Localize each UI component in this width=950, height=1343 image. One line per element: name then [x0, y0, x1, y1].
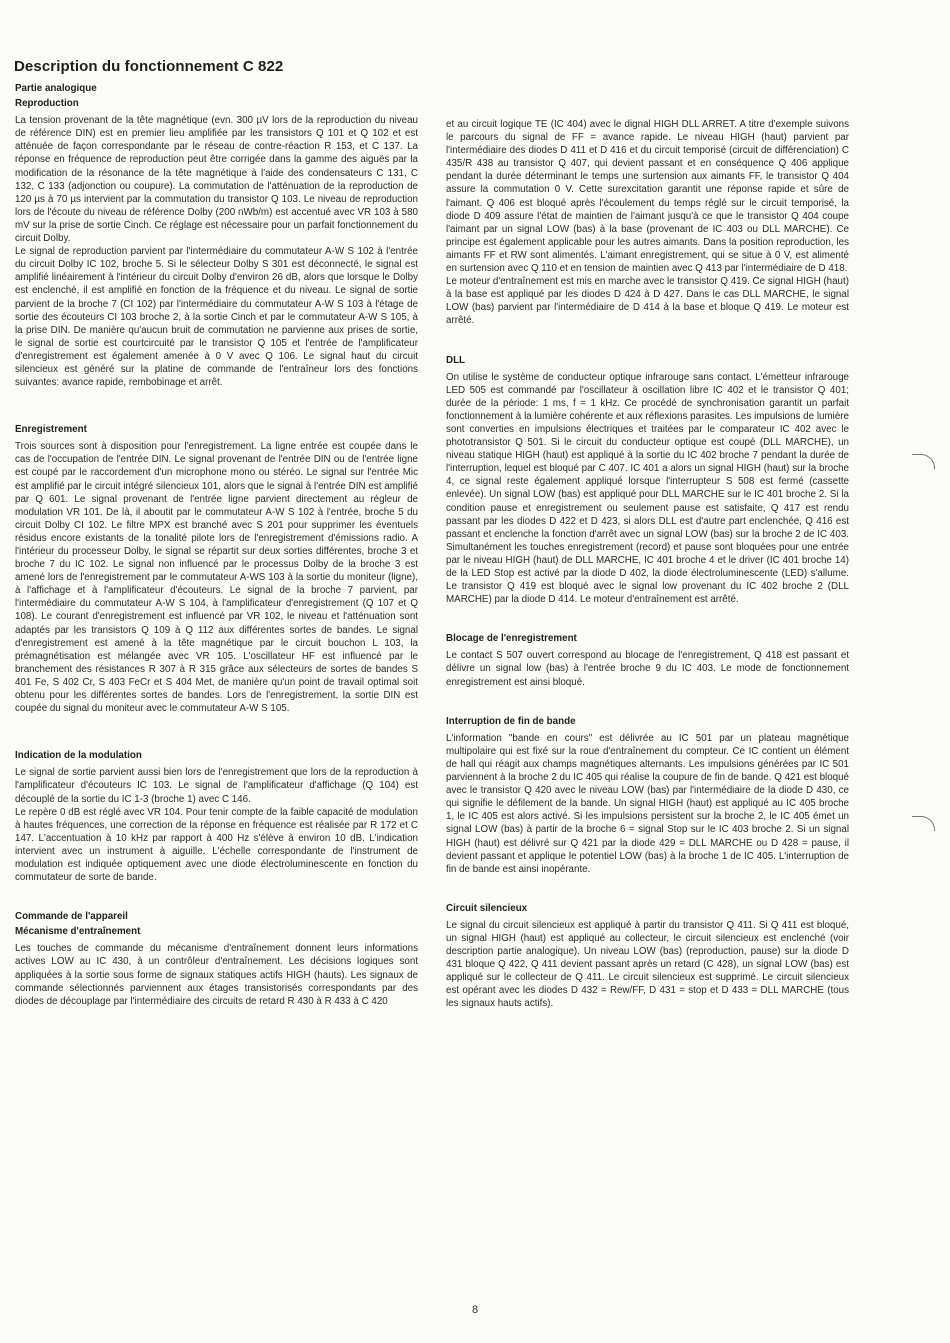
page-number: 8	[471, 1304, 479, 1316]
paragraph-reproduction-2: Le signal de reproduction parvient par l'intermédiaire du commutateur A-W S 102 à l'entrée du circuit Dolby IC 102, broche 5. Si le sélecteur Dolby S 301 est déconnecté, le signal est amplifié linéairement à l'intérieur du circuit Dolby d'environ 26 dB, alors que lorsque le Dolby est enclenché, il est amplifié en fonction de la fréquence et du niveau. Le signal de sortie parvient de la broche 7 (CI 102) par l'intermédiaire du commutateur A-W S 103 à l'étage de sortie des écouteurs CI 103 broche 2, à la sortie Cinch et par le commutateur A-W S 105, à la prise DIN. De manière qu'aucun bruit de commutation ne parvienne aux prises de sortie, le signal de sortie est courtcircuité par le transistor Q 105 et l'entrée de l'amplificateur d'enregistrement est également amenée à 0 V avec Q 106. Le signal haut du circuit silencieux est généré sur la platine de commande de l'entraîneur lors des fonctions suivantes: avance rapide, rembobinage et arrêt.	[15, 246, 418, 389]
heading-recording-lock: Blocage de l'enregistrement	[446, 633, 577, 645]
heading-device-control: Commande de l'appareil	[15, 911, 128, 923]
left-column	[15, 82, 418, 1008]
page-title: Description du fonctionnement C 822	[14, 58, 284, 75]
paragraph-recording: Trois sources sont à disposition pour l'enregistrement. La ligne entrée est coupée dans le cas de l'occupation de l'entrée DIN. Le signal provenant de l'entrée DIN ou de l'entrée ligne est coupé par le raccordement d'un microphone mono ou stéréo. Le signal sur l'entrée Mic est amplifié par le circuit intégré silencieux 101, alors que le signal à l'entrée DIN est amplifié par Q 601. Le signal provenant de l'entrée ligne parvient directement au régleur de modulation VR 101. De là, il aboutit par le commutateur A-W S 102 à l'entrée, broche 5 du circuit Dolby CI 102. Le filtre MPX est branché avec S 201 pour supprimer les éventuels résidus encore existants de la tonalité pilote lors de l'enregistrement d'émissions radio. A l'intérieur du processeur Dolby, le signal se répartit sur deux sorties différentes, broche 3 et broche 7 du IC 102. Le signal non influencé par le processus Dolby de la broche 3 est amené lors de l'enregistrement par le commutateur A-WS 103 à la sortie du moniteur (ligne), à l'affichage et à l'amplificateur d'écouteurs. Le signal de la broche 7 parvient, par l'intermédiaire du commutateur A-W S 104, à l'amplificateur d'enregistrement (Q 107 et Q 108). Le courant d'enregistrement est influencé par VR 102, le niveau et l'atténuation sont adaptés par les transistors Q 109 à Q 112 aux différentes sortes de bandes. Le signal d'enregistrement est amené à la tête magnétique par le circuit bouchon L 103, la prémagnétisation est mélangée avec VR 105. L'oscillateur HF est influencé par le branchement des résistances R 307 à R 315 grâce aux sélecteurs de sortes de bandes S 401 Fe, S 402 Cr, S 403 FeCr et S 404 Met, de manière qu'un point de travail optimal soit obtenu pour les différentes sortes de bandes. Lors de l'enregistrement, la sortie DIN est coupée du signal du moniteur avec le commutateur A-W S 105.	[15, 441, 418, 715]
right-column	[446, 118, 849, 1011]
heading-end-of-tape: Interruption de fin de bande	[446, 715, 576, 727]
heading-modulation: Indication de la modulation	[15, 750, 142, 762]
paragraph-modulation-2: Le repère 0 dB est réglé avec VR 104. Pour tenir compte de la faible capacité de modulation à hautes fréquences, une correction de la réponse en fréquence est réalisée par R 172 et C 147. L'accentuation à 10 kHz par rapport à 400 Hz s'élève à environ 10 dB. L'indication intervient avec un instrument à aiguille. L'échelle correspondante de l'instrument de modulation est indiquée optiquement avec une diode électroluminescente en fonction du commutateur de sorte de bande.	[15, 806, 418, 884]
heading-drive-mechanism: Mécanisme d'entraînement	[15, 926, 141, 938]
paragraph-drive-mechanism: Les touches de commande du mécanisme d'entraînement donnent leurs informations actives LOW au IC 430, à un contrôleur d'entraînement. Les décisions logiques sont appliquées à la sortie sous forme de signaux statiques actifs HIGH (hauts). Les signaux de commande sélectionnés parviennent aux étages transistorisés correspondants par des diodes de découplage par l'intermédiaire des circuits de retard R 430 à R 433 à C 420	[15, 943, 418, 1007]
heading-dll: DLL	[446, 354, 466, 366]
heading-reproduction: Reproduction	[15, 98, 79, 110]
paragraph-dll: On utilise le système de conducteur optique infrarouge sans contact. L'émetteur infrarouge LED 505 est commandé par l'oscillateur à oscillation libre IC 402 et le transistor Q 401; durée de la période: 1 ms, f = 1 kHz. Ce procédé de synchronisation garantit un parfait fonctionnement à la lumière cohérente et aux réflexions parasites. Les impulsions de lumière sont converties en impulsions électriques et traitées par le comparateur IC 402 avec le phototransistor Q 501. Si le circuit du conducteur optique est coupé (DLL MARCHE), un niveau statique HIGH (haut) est appliqué à la sortie du IC 402 broche 7 pendant la durée de l'interruption, lequel est bloqué par C 407. IC 401 a alors un signal HIGH (haut) sur la broche 4, ce signal reste également appliqué lorsque l'interrupteur S 508 est fermé (cassette enlevée). Un signal LOW (bas) est appliqué pour DLL MARCHE sur le IC 401 broche 2. Si la condition pause et enregistrement ou seulement pause est satisfaite, Q 417 est rendu passant par les diodes D 422 et D 423, si alors DLL est d'autre part enclenchée, Q 416 est passant et enclenche la fonction d'arrêt avec un signal LOW (bas) sur la broche 2 de IC 403. Simultanément les touches enregistrement (record) et pause sont bloquées pour une entrée par le niveau HIGH (haut) de DLL MARCHE, IC 401 broche 4 et le driver (IC 401 broche 14) de la LED Stop est activé par la diode D 402, la diode électroluminescente (LED) s'allume. Le transistor Q 419 est bloqué avec le signal low provenant du IC 402 broche 2 (DLL MARCHE) par la diode D 414. Le moteur d'entraînement est arrêté.	[446, 371, 849, 606]
paragraph-continuation-2: Le moteur d'entraînement est mis en marche avec le transistor Q 419. Ce signal HIGH (haut) à la base est appliqué par les diodes D 424 à D 427. Dans le cas DLL MARCHE, le signal LOW (bas) parvient par l'intermédiaire de D 414 à la base et bloque Q 419. Le moteur est arrêté.	[446, 276, 849, 327]
paragraph-reproduction-1: La tension provenant de la tête magnétique (evn. 300 µV lors de la reproduction du niveau de référence DIN) est en premier lieu amplifiée par les transistors Q 101 et Q 102 et est atténuée de façon correspondante par le réseau de contre-réaction R 153, et C 137. La réponse en fréquence de reproduction peut être corrigée dans la gamme des aiguës par la modification de la résonance de la tête magnétique à l'aide des condensateurs C 131, C 132, C 133 (adjonction ou coupure). La commutation de l'atténuation de la reproduction de 120 µs à 70 µs intervient par la commutation du transistor Q 103. Le niveau de reproduction lors de l'écoute du niveau de référence Dolby (200 nWb/m) est accentué avec VR 103 à 580 mV sur la prise de sortie Cinch. Ce réglage est nécessaire pour un parfait fonctionnement du circuit Dolby.	[15, 115, 418, 245]
heading-mute-circuit: Circuit silencieux	[446, 902, 528, 914]
paragraph-end-of-tape: L'information "bande en cours" est délivrée au IC 501 par un plateau magnétique multipolaire qui est fixé sur la roue d'entraînement du compteur. Ce IC contient un élément de hall qui réagit aux champs magnétiques alternants. Les impulsions générées par IC 501 parviennent à la broche 2 du IC 405 qui réalise la coupure de fin de bande. Q 421 est bloqué avec le transistor Q 420 avec le niveau LOW (bas) par l'intermédiaire de la diode D 430, ce qui signifie le défilement de la bande. Un signal HIGH (haut) est appliqué au IC 405 broche 1, le IC 405 est alors activé. Si les impulsions persistent sur la broche 2, le IC 405 émet un signal LOW (bas) à partir de la broche 6 = signal Stop sur le IC 403 broche 2. Si un signal HIGH (haut) est délivré sur Q 421 par la diode 429 = DLL MARCHE ou D 428 = pause, il devient passant et applique le potentiel LOW (bas) à la broche 1 de IC 405. L'interruption de fin de bande est ainsi inopérante.	[446, 732, 849, 875]
paragraph-continuation-1: et au circuit logique TE (IC 404) avec le dignal HIGH DLL ARRET. A titre d'exemple suivons le parcours du signal de FF = avance rapide. Le niveau HIGH (haut) parvient par l'intermédiaire des diodes D 411 et D 416 et du circuit temporisé (circuit de différenciation) C 435/R 438 au transistor Q 407, qui devient passant et en conséquence Q 406 applique pendant la durée déterminant le temps une surtension aux aimants FF, le transistor Q 404 assure la commutation 0 V. Cette surexcitation garantit une réponse rapide et sûre de l'aimant. Q 406 est bloqué après l'écoulement du temps réglé sur le circuit temporisé, la diode D 409 assure l'état de maintien de l'aimant jusqu'à ce que le transistor Q 404 coupe l'aimant par un signal LOW (bas) à la base (provenant de IC 403 ou DLL MARCHE). Ce principe est également applicable pour les autres aimants. Dans la position reproduction, les aimants FF et RW sont alimentés. L'aimant enregistrement, qui se situe à 0 V, est alimenté en surtension avec Q 110 et en tension de maintien avec Q 413 par l'intermédiaire de D 418.	[446, 119, 849, 275]
binder-mark	[912, 816, 935, 831]
paragraph-modulation-1: Le signal de sortie parvient aussi bien lors de l'enregistrement que lors de la reproduction à l'amplificateur d'écouteurs IC 103. Le signal de l'amplificateur d'affichage (Q 104) est découplé de la sortie du IC 1-3 (broche 1) avec C 146.	[15, 767, 418, 805]
heading-recording: Enregistrement	[15, 424, 87, 436]
binder-mark	[912, 454, 935, 469]
paragraph-recording-lock: Le contact S 507 ouvert correspond au blocage de l'enregistrement, Q 418 est passant et délivre un signal low (bas) à l'entrée broche 9 du IC 403. Le mode de fonctionnement enregistrement est ainsi bloqué.	[446, 650, 849, 688]
paragraph-mute-circuit: Le signal du circuit silencieux est appliqué à partir du transistor Q 411. Si Q 411 est bloqué, un signal HIGH (haut) est appliqué au collecteur, le circuit silencieux est enclenché (voir description partie analogique). Un niveau LOW (bas) (reproduction, pause) sur la diode D 431 bloque Q 422, Q 411 devient passant après un retard (C 428), un signal LOW (bas) est appliqué sur le collecteur de Q 411. Le circuit silencieux est supprimé. Le circuit silencieux est opérant avec les diodes D 432 = Rew/FF, D 431 = stop et D 433 = DLL MARCHE (tous les signaux hauts actifs).	[446, 919, 849, 1010]
heading-analog: Partie analogique	[15, 83, 97, 94]
